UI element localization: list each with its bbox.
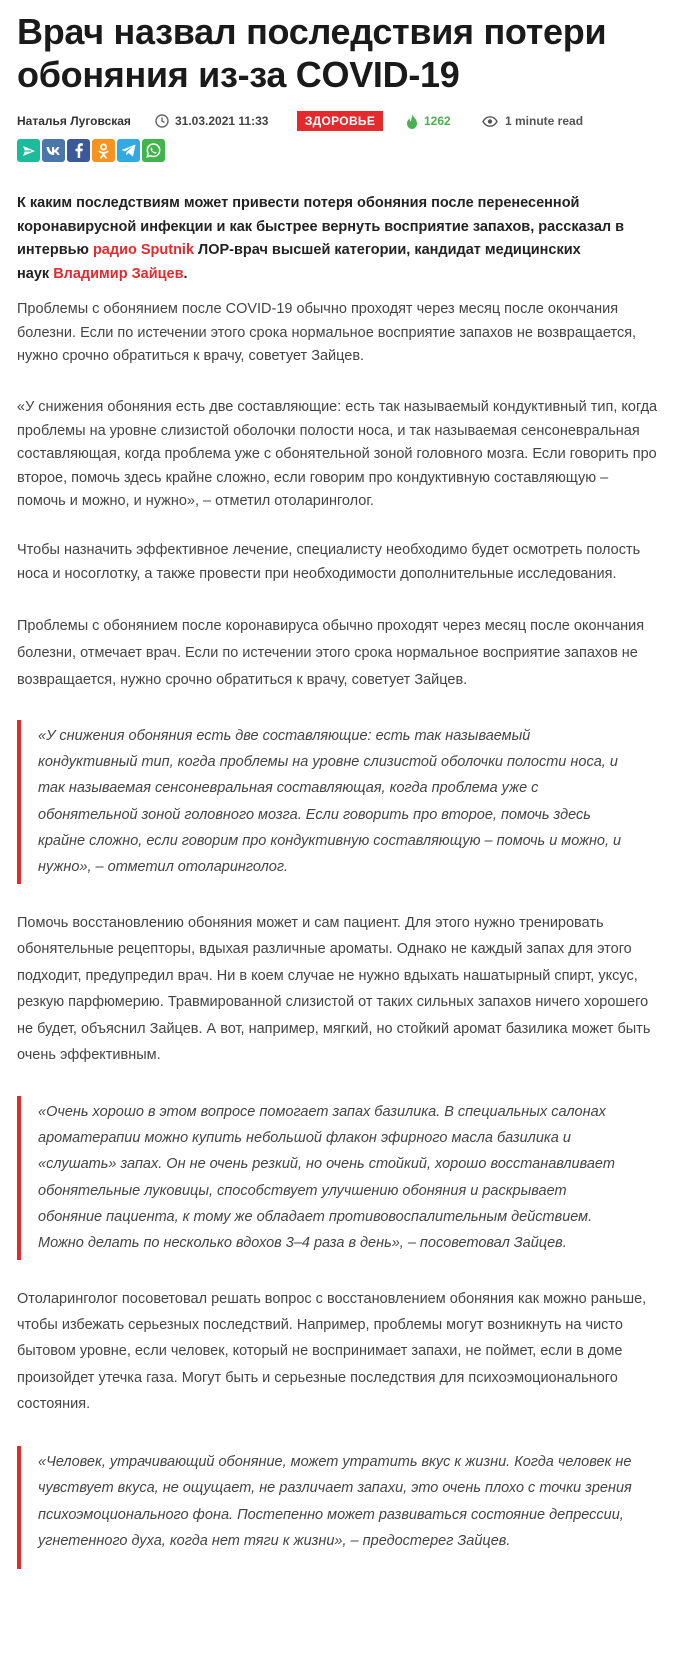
paragraph-line: второе, помочь здесь крайне сложно, если говорим про кондуктивную составляющую – xyxy=(17,469,609,486)
paragraph-line: подходит, предупредил врач. Ни в коем случае не нужно вдыхать нашатырный спирт, уксус, xyxy=(17,967,638,984)
article-paragraph xyxy=(17,613,672,694)
quote-line: чувствует вкуса, не ощущает, не различает запахи, это очень плохо с точки зрения xyxy=(38,1480,632,1497)
paragraph-line: Помочь восстановлению обоняния может и сам пациент. Для этого нужно тренировать xyxy=(17,915,604,931)
article-paragraph xyxy=(17,396,672,514)
quote-line: «У снижения обоняния есть две составляющие: есть так называемый xyxy=(38,728,531,744)
paragraph-line: произойдет утечка газа. Могут быть и серьезные последствия для психоэмоционального xyxy=(17,1369,618,1386)
article-lead xyxy=(17,192,657,286)
quote-line: так называемая сенсоневральная составляющая, когда проблема уже с xyxy=(38,780,539,797)
quote-line: ароматерапии можно купить небольшой флакон эфирного масла базилика и xyxy=(38,1130,571,1147)
paragraph-line: помочь и можно, и нужно», – отметил отоларинголог. xyxy=(17,493,374,509)
paragraph-line: Отоларинголог посоветовал решать вопрос с восстановлением обоняния как можно раньше, xyxy=(17,1291,647,1307)
title-line: Врач назвал последствия потери xyxy=(17,11,607,52)
quote-line: «Очень хорошо в этом вопросе помогает запах базилика. В специальных салонах xyxy=(38,1104,606,1120)
quote-line: угнетенного духа, когда нет тяги к жизни», – предостерег Зайцев. xyxy=(38,1533,511,1550)
paragraph-line: носа и носоглотку, а также провести при необходимости дополнительные исследования. xyxy=(17,565,617,582)
publish-date xyxy=(155,108,268,134)
clock-icon xyxy=(155,114,169,128)
quote-line: Можно делать по несколько вдохов 3–4 раза в день», – посоветовал Зайцев. xyxy=(38,1235,567,1252)
telegram-icon[interactable] xyxy=(117,139,140,162)
lead-line: коронавирусной инфекции и как быстрее вернуть восприятие запахов, рассказал в xyxy=(17,218,625,235)
quote-line: обоняние пациента, к тому же обладает противовоспалительным действием. xyxy=(38,1208,593,1225)
paragraph-line: Проблемы с обонянием после COVID-19 обычно проходят через месяц после окончания xyxy=(17,301,619,317)
article-paragraph xyxy=(17,1286,672,1417)
quote-line: крайне сложно, если говорим про кондуктивную составляющую – помочь и можно, и xyxy=(38,832,622,849)
vladimir-zaitsev-link[interactable]: Владимир Зайцев xyxy=(53,265,184,282)
lead-text: ЛОР-врач высшей категории, кандидат медицинских xyxy=(194,242,581,258)
paragraph-line: нужно срочно обратиться к врачу, советует Зайцев. xyxy=(17,348,365,364)
views-text: 1262 xyxy=(424,114,451,128)
paragraph-line: болезни. Если по истечении этого срока нормальное восприятие запахов не возвращается, xyxy=(17,324,637,341)
read-time-text: 1 minute read xyxy=(505,114,584,128)
whatsapp-icon[interactable] xyxy=(142,139,165,162)
lead-line xyxy=(17,263,657,287)
odnoklassniki-icon[interactable] xyxy=(92,139,115,162)
article-paragraph xyxy=(17,910,672,1068)
quote-line: психоэмоционального фона. Постепенно может развиваться состояние депрессии, xyxy=(38,1506,624,1523)
paragraph-line: обонятельные рецепторы, вдыхая различные ароматы. Однако не каждый запах для этого xyxy=(17,941,632,958)
author-link[interactable]: Наталья Луговская xyxy=(17,114,131,128)
category-badge[interactable]: ЗДОРОВЬЕ xyxy=(297,111,383,131)
article-paragraph xyxy=(17,298,672,369)
paragraph-line: «У снижения обоняния есть две составляющие: есть так называемый кондуктивный тип, когда xyxy=(17,399,658,415)
paragraph-line: чтобы избежать серьезных последствий. Например, проблемы могут возникнуть на чисто xyxy=(17,1317,623,1334)
paragraph-line: составляющая, когда проблема уже с обонятельной зоной головного мозга. Если говорить про xyxy=(17,446,657,462)
radio-sputnik-link[interactable]: радио Sputnik xyxy=(92,242,195,258)
vk-icon[interactable] xyxy=(42,139,65,162)
lead-text: . xyxy=(183,265,188,282)
lead-text: наук xyxy=(17,265,54,282)
paragraph-line: не будет, объяснил Зайцев. А вот, например, мягкий, но стойкий аромат базилика может быть xyxy=(17,1020,651,1037)
date-text: 31.03.2021 11:33 xyxy=(175,114,269,128)
view-count xyxy=(406,108,451,134)
paragraph-line: Проблемы с обонянием после коронавируса обычно проходят через месяц после окончания xyxy=(17,618,645,634)
read-time xyxy=(482,108,583,134)
paragraph-line: очень эффективным. xyxy=(17,1047,161,1064)
lead-text: интервью xyxy=(17,242,93,258)
quote-line: «Человек, утрачивающий обоняние, может утратить вкус к жизни. Когда человек не xyxy=(38,1454,632,1470)
paragraph-line: болезни, отмечает врач. Если по истечении этого срока нормальное восприятие запахов не xyxy=(17,645,638,661)
lead-line: К каким последствиям может привести потеря обоняния после перенесенной xyxy=(17,195,580,211)
share-bar xyxy=(17,139,165,162)
article-meta xyxy=(17,108,677,134)
quote-line: кондуктивный тип, когда проблемы на уровне слизистой оболочки полости носа, и xyxy=(38,754,618,771)
paragraph-line: бытовом уровне, если человек, который не воспринимает запахи, не поймет, если в доме xyxy=(17,1343,623,1360)
lead-line xyxy=(17,239,657,263)
quote-line: обонятельные луковицы, способствует улучшению обоняния и раскрывает xyxy=(38,1182,567,1199)
flame-icon xyxy=(406,114,418,129)
paragraph-line: возвращается, нужно срочно обратиться к врачу, советует Зайцев. xyxy=(17,672,468,688)
paragraph-line: резкую парфюмерию. Травмированной слизистой от таких сильных запахов ничего хорошего xyxy=(17,994,649,1011)
paragraph-line: Чтобы назначить эффективное лечение, специалисту необходимо будет осмотреть полость xyxy=(17,542,641,558)
article-title xyxy=(17,10,677,96)
facebook-icon[interactable] xyxy=(67,139,90,162)
blockquote xyxy=(17,1446,657,1569)
title-line: обоняния из-за COVID-19 xyxy=(17,54,460,95)
quote-line: обонятельной зоной головного мозга. Если говорить про второе, помочь здесь xyxy=(38,806,591,823)
blockquote xyxy=(17,1096,657,1260)
blockquote xyxy=(17,720,657,884)
quote-line: «слушать» запах. Он не очень резкий, но очень стойкий, хорошо восстанавливает xyxy=(38,1156,615,1173)
paragraph-line: проблемы на уровне слизистой оболочки полости носа, и так называемая сенсоневральная xyxy=(17,422,640,439)
eye-icon xyxy=(482,116,498,127)
share-icon[interactable] xyxy=(17,139,40,162)
paragraph-line: состояния. xyxy=(17,1395,91,1412)
article-paragraph xyxy=(17,539,672,586)
quote-line: нужно», – отметил отоларинголог. xyxy=(38,859,289,876)
